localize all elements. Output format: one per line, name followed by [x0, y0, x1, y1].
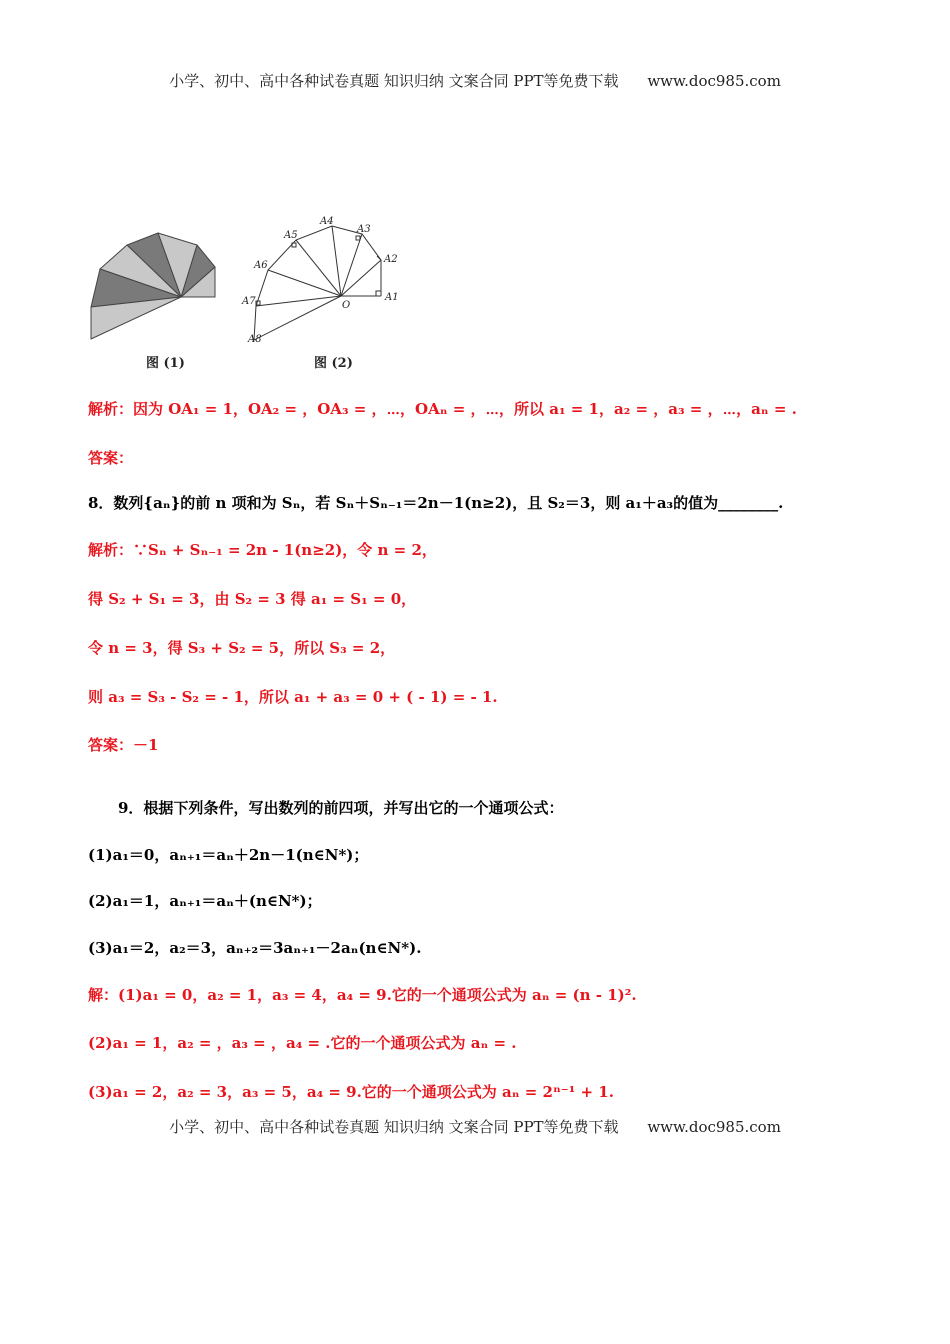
label-a1: A1 [385, 292, 399, 303]
header-url: www.doc985.com [647, 72, 781, 90]
q7-answer: 答案： [88, 449, 134, 467]
q9-solution-2: (2)a₁ = 1，a₂ = ，a₃ = ，a₄ = .它的一个通项公式为 aₙ = . [88, 1034, 517, 1052]
label-a2: A2 [384, 254, 398, 265]
q9-solution-3: (3)a₁ = 2，a₂ = 3，a₃ = 5，a₄ = 9.它的一个通项公式为 aₙ = 2ⁿ⁻¹ + 1. [88, 1083, 614, 1101]
q9-condition-3: (3)a₁＝2，a₂＝3，aₙ₊₂＝3aₙ₊₁－2aₙ(n∈N*). [88, 939, 422, 957]
q9-condition-1: (1)a₁＝0，aₙ₊₁＝aₙ＋2n－1(n∈N*)； [88, 846, 369, 864]
label-a8: A8 [248, 334, 262, 345]
page-footer [0, 1116, 950, 1137]
spoke-a4 [332, 226, 341, 296]
right-angle-a1 [376, 291, 381, 296]
q8-answer: 答案：－1 [88, 736, 159, 754]
label-a7: A7 [242, 296, 256, 307]
figure-1-fan [85, 225, 225, 345]
footer-text: 小学、初中、高中各种试卷真题 知识归纳 文案合同 PPT等免费下载 [169, 1118, 619, 1136]
spiral-outline [254, 226, 381, 340]
header-text: 小学、初中、高中各种试卷真题 知识归纳 文案合同 PPT等免费下载 [169, 72, 619, 90]
q9-condition-2: (2)a₁＝1，aₙ₊₁＝aₙ＋(n∈N*)； [88, 892, 322, 910]
label-o: O [342, 300, 351, 311]
figure-2-caption: 图 (2) [314, 356, 353, 371]
q8-step-1: 解析：∵Sₙ + Sₙ₋₁ = 2n - 1(n≥2)，令 n = 2， [88, 541, 437, 559]
label-a3: A3 [357, 224, 371, 235]
q8-question: 8．数列{aₙ}的前 n 项和为 Sₙ，若 Sₙ＋Sₙ₋₁＝2n－1(n≥2)，且 S₂＝3，则 a₁＋a₃的值为________. [88, 494, 784, 512]
label-a6: A6 [254, 260, 268, 271]
q7-analysis: 解析：因为 OA₁ = 1，OA₂ = ，OA₃ = ，⋯，OAₙ = ，⋯，所以 a₁ = 1，a₂ = ，a₃ = ，⋯，aₙ = . [88, 400, 797, 418]
page-header [0, 70, 950, 91]
label-a5: A5 [284, 230, 298, 241]
q9-solution-1: 解：(1)a₁ = 0，a₂ = 1，a₃ = 4，a₄ = 9.它的一个通项公式为 aₙ = (n - 1)². [88, 986, 637, 1004]
q8-step-2: 得 S₂ + S₁ = 3，由 S₂ = 3 得 a₁ = S₁ = 0， [88, 590, 417, 608]
q9-question: 9．根据下列条件，写出数列的前四项，并写出它的一个通项公式： [118, 799, 564, 817]
footer-url: www.doc985.com [647, 1118, 781, 1136]
right-angle-a3 [356, 236, 360, 240]
figure-1-caption: 图 (1) [146, 356, 185, 371]
figure-2-spiral [240, 210, 410, 350]
label-a4: A4 [320, 216, 334, 227]
q8-step-4: 则 a₃ = S₃ - S₂ = - 1，所以 a₁ + a₃ = 0 + ( - 1) = - 1. [88, 688, 498, 706]
q8-step-3: 令 n = 3，得 S₃ + S₂ = 5，所以 S₃ = 2， [88, 639, 396, 657]
spoke-a7 [256, 296, 341, 306]
